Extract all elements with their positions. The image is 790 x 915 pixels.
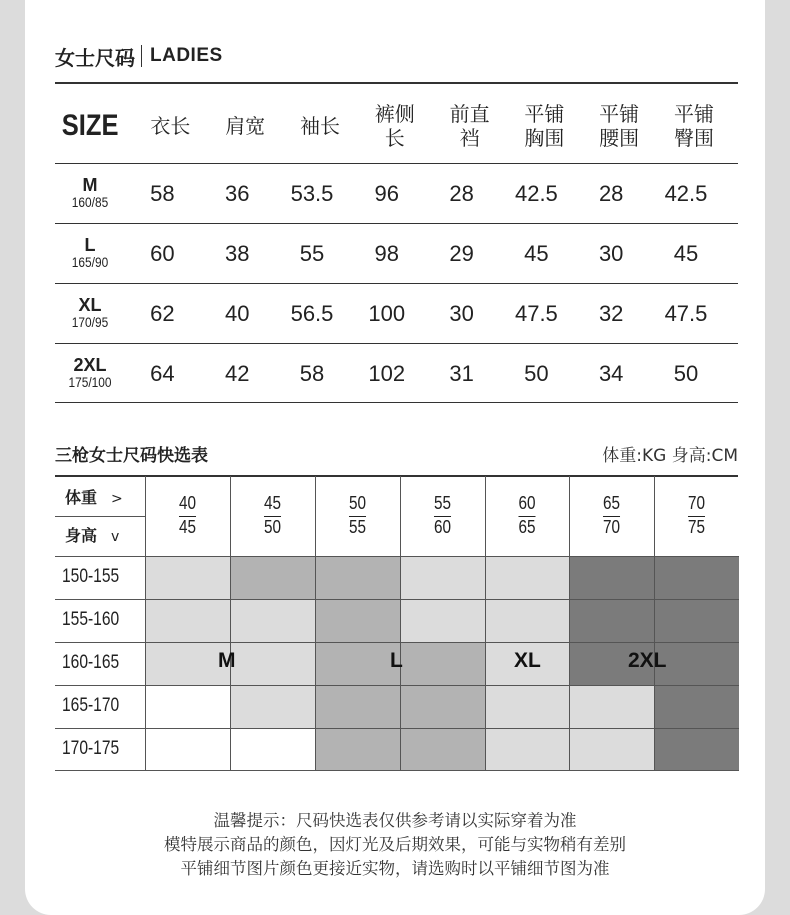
size-value-cell: 36 bbox=[224, 180, 250, 206]
size-value-cell: 98 bbox=[374, 240, 400, 266]
size-cell-dark bbox=[569, 599, 654, 642]
size-value-cell: 32 bbox=[598, 300, 624, 326]
size-value-cell: 55 bbox=[299, 240, 325, 266]
size-value-cell: 47.5 bbox=[514, 300, 558, 326]
weight-range-from: 70 bbox=[687, 493, 706, 513]
grid-row-line bbox=[55, 770, 739, 771]
weight-range-to: 70 bbox=[602, 517, 621, 537]
size-cell-light bbox=[230, 599, 315, 642]
size-cell-mid bbox=[400, 642, 485, 685]
weight-range-to: 60 bbox=[433, 517, 452, 537]
size-value-cell: 42 bbox=[224, 360, 250, 386]
size-row bbox=[55, 164, 738, 223]
size-value-cell: 38 bbox=[224, 240, 250, 266]
size-value-cell: 45 bbox=[673, 240, 699, 266]
weight-range-to: 50 bbox=[263, 517, 282, 537]
column-header: 袖长 bbox=[299, 113, 340, 138]
grid-col-line bbox=[230, 476, 231, 771]
size-value-cell: 53.5 bbox=[290, 180, 334, 206]
body-measure: 165/90 bbox=[71, 253, 109, 270]
body-measure: 160/85 bbox=[71, 193, 109, 210]
weight-range-from: 40 bbox=[178, 493, 197, 513]
size-value-cell: 102 bbox=[368, 360, 406, 386]
size-label bbox=[55, 294, 125, 331]
weight-range-to: 55 bbox=[348, 517, 367, 537]
weight-range-header bbox=[151, 491, 223, 539]
grid-col-line bbox=[315, 476, 316, 771]
height-range-label: 150-155 bbox=[62, 566, 120, 587]
size-code: L bbox=[84, 234, 96, 255]
weight-range-from: 65 bbox=[602, 493, 621, 513]
size-cell-mid bbox=[315, 685, 400, 728]
size-label bbox=[55, 354, 125, 391]
size-value-cell: 42.5 bbox=[514, 180, 558, 206]
grid-col-line bbox=[400, 476, 401, 771]
size-zone-label: XL bbox=[514, 649, 541, 672]
size-cell-light bbox=[400, 599, 485, 642]
title-cn: 女士尺码 bbox=[55, 45, 135, 70]
size-cell-mid bbox=[400, 685, 485, 728]
quick-chart-title: 三枪女士尺码快选表 bbox=[55, 446, 208, 466]
height-range-label: 155-160 bbox=[62, 609, 120, 630]
size-value-cell: 56.5 bbox=[290, 300, 334, 326]
weight-range-from: 60 bbox=[518, 493, 536, 513]
height-range-label: 160-165 bbox=[62, 652, 120, 673]
weight-range-from: 50 bbox=[348, 493, 367, 513]
size-cell-mid bbox=[400, 728, 485, 771]
size-value-cell: 58 bbox=[299, 360, 325, 386]
size-cell-dark bbox=[654, 599, 739, 642]
size-row bbox=[55, 344, 738, 403]
title-divider bbox=[141, 45, 142, 67]
weight-range-to: 65 bbox=[518, 517, 536, 537]
size-cell-dark bbox=[569, 556, 654, 599]
title-en: LADIES bbox=[150, 45, 223, 66]
size-value-cell: 29 bbox=[449, 240, 474, 266]
size-zone-label: L bbox=[390, 649, 403, 672]
size-value-cell: 58 bbox=[150, 180, 175, 206]
quick-chart-unit: 体重:KG 身高:CM bbox=[602, 446, 738, 466]
size-column-header: SIZE bbox=[61, 108, 119, 142]
size-code: 2XL bbox=[73, 354, 107, 375]
size-label bbox=[55, 234, 125, 271]
column-header: 前直 裆 bbox=[449, 101, 490, 150]
size-table-header bbox=[55, 88, 738, 163]
size-value-cell: 50 bbox=[673, 360, 699, 386]
corner-weight bbox=[65, 485, 123, 508]
body-measure: 170/95 bbox=[71, 313, 109, 330]
size-cell-mid bbox=[315, 556, 400, 599]
grid-col-line bbox=[145, 476, 146, 771]
size-value-cell: 60 bbox=[150, 240, 175, 266]
corner-height bbox=[65, 523, 119, 546]
weight-range-header bbox=[321, 491, 393, 539]
size-cell-mid bbox=[315, 599, 400, 642]
grid-col-line bbox=[654, 476, 655, 771]
size-cell-mid bbox=[315, 728, 400, 771]
size-cell-light bbox=[145, 599, 230, 642]
size-value-cell: 34 bbox=[598, 360, 624, 386]
size-cell-dark bbox=[654, 685, 739, 728]
size-value-cell: 62 bbox=[150, 300, 175, 326]
size-cell-light bbox=[485, 685, 569, 728]
size-cell-light bbox=[485, 728, 569, 771]
size-cell-light bbox=[569, 685, 654, 728]
weight-range-to: 75 bbox=[687, 517, 706, 537]
grid-row-line bbox=[55, 556, 739, 557]
column-header: 平铺 臀围 bbox=[673, 101, 714, 150]
weight-range-from: 55 bbox=[433, 493, 452, 513]
weight-range-from: 45 bbox=[263, 493, 282, 513]
size-value-cell: 31 bbox=[449, 360, 474, 386]
column-header: 肩宽 bbox=[225, 113, 266, 138]
size-value-cell: 30 bbox=[598, 240, 624, 266]
weight-arrow: > bbox=[111, 491, 123, 507]
size-value-cell: 50 bbox=[524, 360, 549, 386]
size-value-cell: 40 bbox=[224, 300, 250, 326]
size-zone-label: 2XL bbox=[628, 649, 667, 672]
size-cell-light bbox=[230, 685, 315, 728]
size-cell-dark bbox=[654, 728, 739, 771]
column-header: 衣长 bbox=[150, 113, 191, 138]
weight-range-header bbox=[491, 491, 562, 539]
grid-row-line bbox=[55, 599, 739, 600]
size-value-cell: 64 bbox=[150, 360, 175, 386]
height-range-label: 170-175 bbox=[62, 738, 120, 759]
page-title bbox=[55, 42, 223, 70]
size-code: XL bbox=[78, 294, 102, 315]
size-value-cell: 42.5 bbox=[664, 180, 708, 206]
grid-col-line bbox=[485, 476, 486, 771]
weight-range-header bbox=[660, 491, 732, 539]
quick-size-grid bbox=[55, 476, 739, 771]
height-arrow: v bbox=[111, 529, 120, 545]
size-cell-light bbox=[485, 556, 569, 599]
size-value-cell: 96 bbox=[374, 180, 400, 206]
height-label: 身高 bbox=[65, 526, 98, 545]
size-cell-dark bbox=[654, 556, 739, 599]
grid-row-line bbox=[55, 642, 739, 643]
size-value-cell: 100 bbox=[368, 300, 406, 326]
size-value-cell: 45 bbox=[524, 240, 549, 266]
size-cell-light bbox=[145, 556, 230, 599]
size-code: M bbox=[82, 174, 98, 195]
column-header: 平铺 胸围 bbox=[524, 101, 565, 150]
size-value-cell: 28 bbox=[449, 180, 474, 206]
grid-col-line bbox=[569, 476, 570, 771]
tip-line: 模特展示商品的颜色，因灯光及后期效果，可能与实物稍有差别 bbox=[164, 835, 626, 854]
weight-range-header bbox=[406, 491, 478, 539]
table-bottom-rule bbox=[55, 402, 738, 403]
grid-row-line bbox=[55, 728, 739, 729]
size-cell-mid bbox=[315, 642, 400, 685]
tips-block bbox=[0, 809, 790, 881]
size-cell-white bbox=[145, 728, 230, 771]
height-range-label: 165-170 bbox=[62, 695, 120, 716]
size-zone-label: M bbox=[218, 649, 236, 672]
corner-divider bbox=[55, 516, 145, 517]
size-cell-white bbox=[230, 728, 315, 771]
body-measure: 175/100 bbox=[68, 373, 112, 390]
size-cell-light bbox=[569, 728, 654, 771]
grid-row-line bbox=[55, 685, 739, 686]
weight-range-header bbox=[575, 491, 647, 539]
tip-line: 温馨提示：尺码快选表仅供参考请以实际穿着为准 bbox=[213, 811, 577, 830]
size-value-cell: 47.5 bbox=[664, 300, 708, 326]
column-header: 裤侧 长 bbox=[374, 101, 415, 150]
size-row bbox=[55, 224, 738, 283]
size-value-cell: 30 bbox=[449, 300, 474, 326]
weight-range-to: 45 bbox=[178, 517, 197, 537]
weight-range-header bbox=[236, 491, 308, 539]
size-cell-mid bbox=[230, 556, 315, 599]
tip-line: 平铺细节图片颜色更接近实物，请选购时以平铺细节图为准 bbox=[180, 859, 610, 878]
size-cell-light bbox=[485, 599, 569, 642]
column-header: 平铺 腰围 bbox=[599, 101, 640, 150]
size-label bbox=[55, 174, 125, 211]
weight-label: 体重 bbox=[65, 488, 98, 507]
size-cell-white bbox=[145, 685, 230, 728]
table-top-rule bbox=[55, 82, 738, 84]
size-value-cell: 28 bbox=[598, 180, 624, 206]
size-row bbox=[55, 284, 738, 343]
size-cell-light bbox=[230, 642, 315, 685]
size-cell-light bbox=[400, 556, 485, 599]
